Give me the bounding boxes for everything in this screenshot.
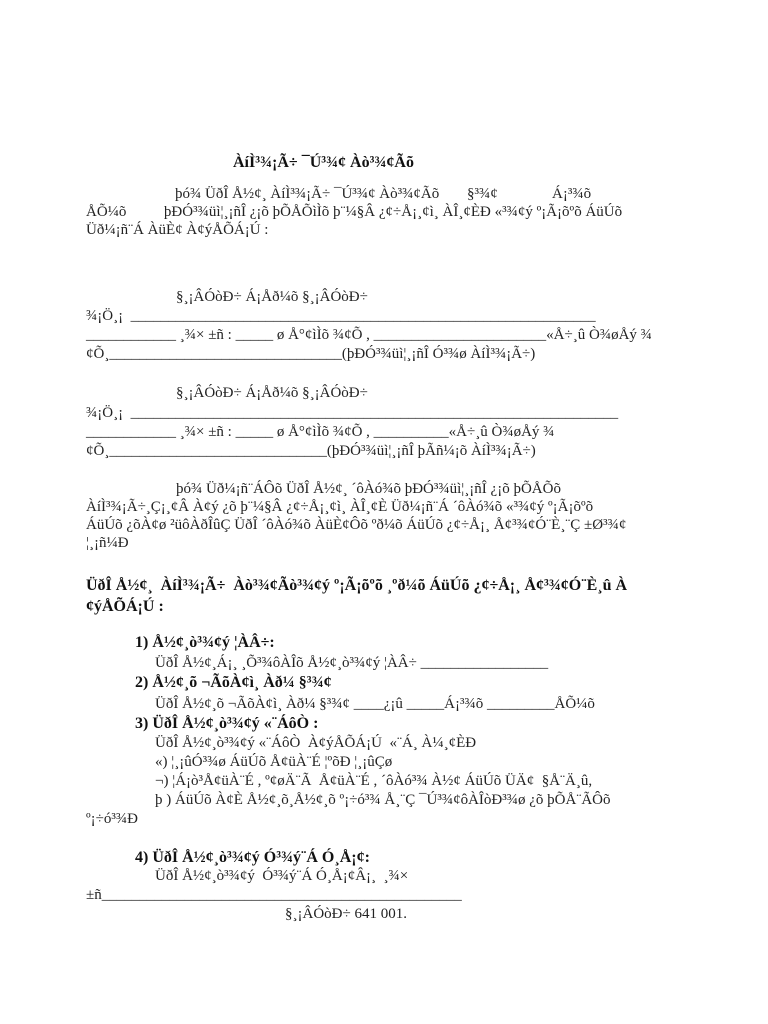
item-3-heading: 3) ÜðÎ Å½¢¸ò³¾¢ý «¨ÁôÒ : — [135, 715, 319, 732]
item-3-text: «) ¦¸¡ûÓ³¾ø ÁüÚõ Å¢üÀ¨É ¦ºõÐ ¦¸¡ûÇø — [155, 754, 393, 770]
intro-month-label: Á¡³¾õ — [552, 186, 592, 202]
item-3-text: ¬) ¦Á¡ò³Å¢üÀ¨É , º¢øÄ¨Ã Å¢üÀ¨É , ´ôÀó³¾ À½¢ ÁüÚõ ÜÄ¢ §Å¨Ä¸û, — [155, 773, 593, 789]
item-3-text: ÜðÎ Å½¢¸ò³¾¢ý «¨ÁôÒ À¢ýÅÕÁ¡Ú «¨Á¸ À¼¸¢ÈÐ — [155, 735, 477, 751]
partner1-name: ¢Õ¸_______________________________(þÐÓ³¾üì¦¸¡ñÎ Ó³¾ø ÀíÌ³¾¡Ã÷) — [86, 346, 536, 362]
intro-date-label: §³¾¢ — [467, 186, 498, 202]
agreement-paragraph: ÀíÌ³¾¡Ã÷¸Ç¡¸¢Â À¢ý ¿õ þ¨¼§Â ¿¢÷Å¡¸¢ì¸ ÀÎ¸¢È Üð¼¡ñ¨Á ´ôÀó¾õ «³¾¢ý º¡Ã¡õºõ — [86, 499, 594, 515]
agreement-paragraph: ÁüÚõ ¿õÀ¢ø ²üôÀðÎûÇ ÜðÎ ´ôÀó¾õ ÀüÈ¢Ôõ ºð¼õ ÁüÚõ ¿¢÷Å¡¸ Å¢³¾¢Ó¨È¸¨Ç ±Ø³¾¢ — [86, 517, 627, 533]
section-heading: ÜðÎ Å½¢¸ ÀíÌ³¾¡Ã÷ Àò³¾¢Ãò³¾¢ý º¡Ã¡õºõ ¸ºð¼õ ÁüÚõ ¿¢÷Å¡¸ Å¢³¾¢Ó¨È¸û À — [86, 577, 628, 594]
item-4-text: ÜðÎ Å½¢¸ò³¾¢ý Ó³¾ý¨Á Ó¸Å¡¢Â¡¸ ¸¾× — [155, 868, 409, 884]
partner1-door-no: ____________ ¸¾× ±ñ : _____ ø Å°¢ìÌõ ¾¢Õ , _______________________«Å÷¸û Ò¾øÅý ¾ — [86, 327, 652, 343]
item-4-heading: 4) ÜðÎ Å½¢¸ò³¾¢ý Ó³¾ý¨Á Ó¸Å¡¢: — [135, 849, 370, 866]
agreement-paragraph: þó¾ Üð¼¡ñ¨ÁÔõ ÜðÎ Å½¢¸ ´ôÀó¾õ þÐÓ³¾üì¦¸¡ñÎ ¿¡õ þÕÅÕõ — [176, 481, 561, 497]
item-4-door-no: ±ñ________________________________________________ — [86, 887, 462, 903]
item-4-pincode: §¸¡ÂÓòÐ÷ 641 001. — [285, 906, 407, 922]
item-1-text: ÜðÎ Å½¢¸Á¡¸ ¸Õ³¾ôÀÎõ Å½¢¸ò³¾¢ý ¦ÀÂ÷ _________________ — [155, 655, 549, 671]
agreement-paragraph: ¦¸¡ñ¼Ð — [86, 535, 129, 551]
item-3-text: º¡÷ó³¾Ð — [86, 811, 138, 827]
item-3-text: þ ) ÁüÚõ À¢È Å½¢¸õ¸Å½¢¸õ º¡÷ó³¾ Å¸¨Ç ¯Ú³¾¢ôÀÎòÐ³¾ø ¿õ þÕÅ¨ÃÔõ — [155, 792, 611, 808]
page-title: ÀíÌ³¾¡Ã÷ ¯Ú³¾¢ Àò³¾¢Ãõ — [233, 154, 414, 171]
item-1-heading: 1) Å½¢¸ò³¾¢ý ¦ÀÂ÷: — [135, 634, 275, 651]
partner2-address: §¸¡ÂÓòÐ÷ Á¡Åð¼õ §¸¡ÂÓòÐ÷ — [176, 385, 368, 401]
partner2-taluk: ¾¡Ö¸¡ _________________________________________________________________ — [86, 405, 619, 421]
item-2-text: ÜðÎ Å½¢¸õ ¬ÃõÀ¢ì¸ Àð¼ §³¾¢ ____¿¡û _____Á¡³¾õ _________ÅÕ¼õ — [155, 696, 595, 712]
partner1-address: §¸¡ÂÓòÐ÷ Á¡Åð¼õ §¸¡ÂÓòÐ÷ — [176, 289, 368, 305]
section-heading: ¢ýÅÕÁ¡Ú : — [86, 598, 164, 615]
intro-line: þó¾ ÜðÎ Å½¢¸ ÀíÌ³¾¡Ã÷ ¯Ú³¾¢ Àò³¾¢Ãõ — [175, 186, 440, 202]
partner2-name: ¢Õ¸_____________________________(þÐÓ³¾üì¦¸¡ñÎ þÃñ¼¡õ ÀíÌ³¾¡Ã÷) — [86, 443, 536, 459]
intro-line: Üð¼¡ñ¨Á ÀüÈ¢ À¢ýÅÕÁ¡Ú : — [86, 222, 269, 238]
intro-line: ÅÕ¼õ þÐÓ³¾üì¦¸¡ñÎ ¿¡õ þÕÅÕìÌõ þ¨¼§Â ¿¢÷Å¡¸¢ì¸ ÀÎ¸¢ÈÐ «³¾¢ý º¡Ã¡õºõ ÁüÚõ — [86, 204, 623, 220]
partner1-taluk: ¾¡Ö¸¡ ______________________________________________________________ — [86, 308, 596, 324]
item-2-heading: 2) Å½¢¸õ ¬ÃõÀ¢ì¸ Àð¼ §³¾¢ — [135, 674, 332, 691]
partner2-door-no: ____________ ¸¾× ±ñ : _____ ø Å°¢ìÌõ ¾¢Õ , __________«Å÷¸û Ò¾øÅý ¾ — [86, 424, 555, 440]
